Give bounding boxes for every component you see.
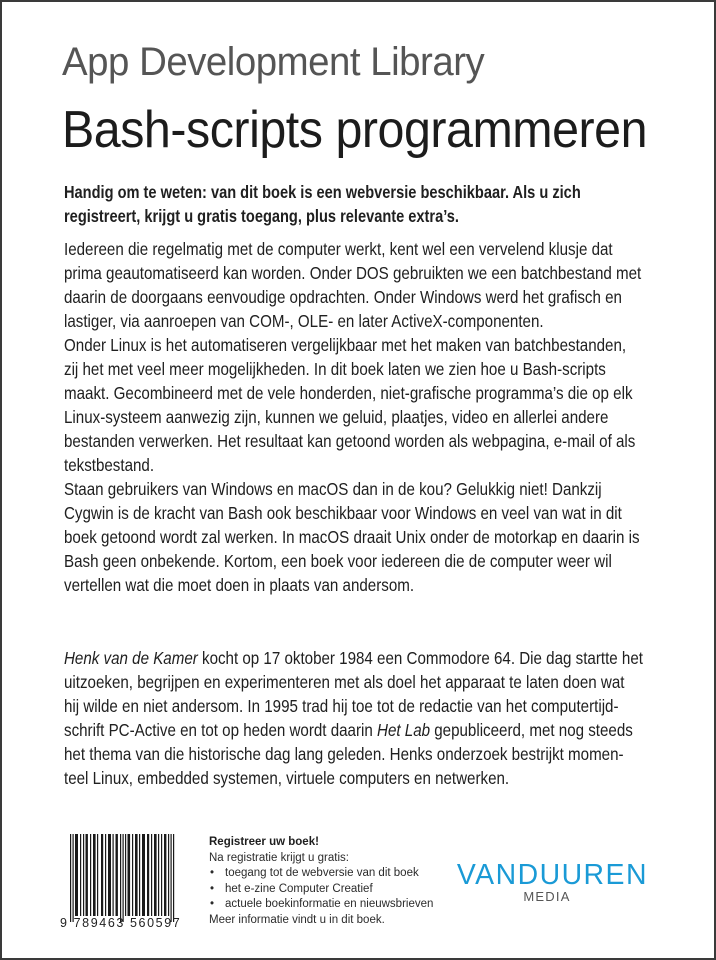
text-line: Cygwin is de kracht van Bash ook beschikbaar voor Windows en veel van wat in dit (64, 503, 622, 524)
bullet-icon: • (210, 867, 215, 880)
publisher-logo (455, 859, 648, 904)
text-line: prima geautomatiseerd kan worden. Onder DOS gebruikten we een batchbestand met (64, 263, 642, 284)
text-line: daarin de doorgaans eenvoudige opdrachten. Onder Windows werd het grafisch en (64, 287, 622, 308)
series-title: App Development Library (62, 40, 485, 84)
isbn-barcode (60, 834, 185, 932)
text-line: Staan gebruikers van Windows en macOS dan in de kou? Gelukkig niet! Dankzij (64, 479, 602, 499)
publisher-name: VANDUUREN (456, 859, 648, 891)
text-line: lastiger, via aanroepen van COM-, OLE- en later ActiveX-componenten. (64, 311, 544, 332)
text-line: Bash geen onbekende. Kortom, een boek voor iedereen die de computer weer wil (64, 551, 612, 572)
register-footer: Meer informatie vindt u in dit boek. (209, 913, 385, 926)
paragraph-intro (64, 237, 704, 333)
text-span: gepubliceerd, met nog steeds (430, 720, 633, 741)
lead-line: Handig om te weten: van dit boek is een webversie beschikbaar. Als u zich (64, 182, 581, 202)
text-line: zij het met veel meer mogelijkheden. In dit boek laten we zien hoe u Bash-scripts (64, 359, 606, 380)
text-line: boek getoond wordt zal werken. In macOS draait Unix onder de motorkap en daarin is (64, 527, 640, 548)
text-line (64, 646, 643, 670)
paragraph-linux (64, 333, 704, 478)
list-item-text: actuele boekinformatie en nieuwsbrieven (225, 898, 434, 911)
bullet-icon: • (210, 898, 215, 911)
text-line: teel Linux, embedded systemen, virtuele computers en netwerken. (64, 768, 510, 789)
text-line: het thema van die historische dag lang geleden. Henks onderzoek bestrijkt momen- (64, 744, 624, 765)
text-line: Iedereen die regelmatig met de computer werkt, kent wel een vervelend klusje dat (64, 239, 613, 259)
lead-line: registreert, krijgt u gratis toegang, plus relevante extra’s. (64, 206, 459, 227)
list-item (209, 882, 433, 898)
barcode-icon (60, 834, 185, 922)
text-line: tekstbestand. (64, 455, 155, 476)
text-span: kocht op 17 oktober 1984 een Commodore 64. Die dag startte het (197, 648, 643, 668)
text-line: Linux-systeem aanwezig zijn, kunnen we geluid, plaatjes, video en allerlei andere (64, 407, 609, 428)
list-item (209, 897, 433, 913)
list-item (209, 866, 433, 882)
list-item-text: het e-zine Computer Creatief (225, 882, 373, 895)
author-name: Henk van de Kamer (64, 648, 198, 668)
list-item-text: toegang tot de webversie van dit boek (225, 867, 419, 880)
lead-paragraph (64, 180, 704, 228)
text-line: uitzoeken, begrijpen en experimenteren met als doel het apparaat te laten doen wat (64, 672, 625, 693)
text-line (64, 718, 633, 742)
register-title: Registreer uw boek! (209, 836, 319, 848)
column-name: Het Lab (377, 720, 431, 741)
text-line: bestanden verwerken. Het resultaat kan getoond worden als webpagina, e-mail of als (64, 431, 636, 452)
isbn-digits: 9 789463 560597 (60, 916, 182, 930)
text-line: Onder Linux is het automatiseren vergelijkbaar met het maken van batchbestanden, (64, 335, 627, 355)
text-line: maakt. Gecombineerd met de vele honderden, niet-grafische programma’s die op elk (64, 383, 633, 404)
register-intro: Na registratie krijgt u gratis: (209, 851, 349, 864)
publisher-sub: MEDIA (523, 889, 571, 904)
register-benefits-list (209, 866, 433, 913)
text-span: schrift PC-Active en tot op heden wordt daarin (64, 720, 378, 741)
author-bio (64, 646, 704, 791)
text-line: vertellen wat die moet doen in plaats van andersom. (64, 575, 415, 596)
register-box (209, 835, 433, 929)
text-line: hij wilde en niet andersom. In 1995 trad hij toe tot de redactie van het computertijd- (64, 696, 619, 717)
book-title: Bash-scripts programmeren (62, 101, 648, 159)
paragraph-windows-macos (64, 477, 704, 597)
bullet-icon: • (210, 882, 215, 895)
